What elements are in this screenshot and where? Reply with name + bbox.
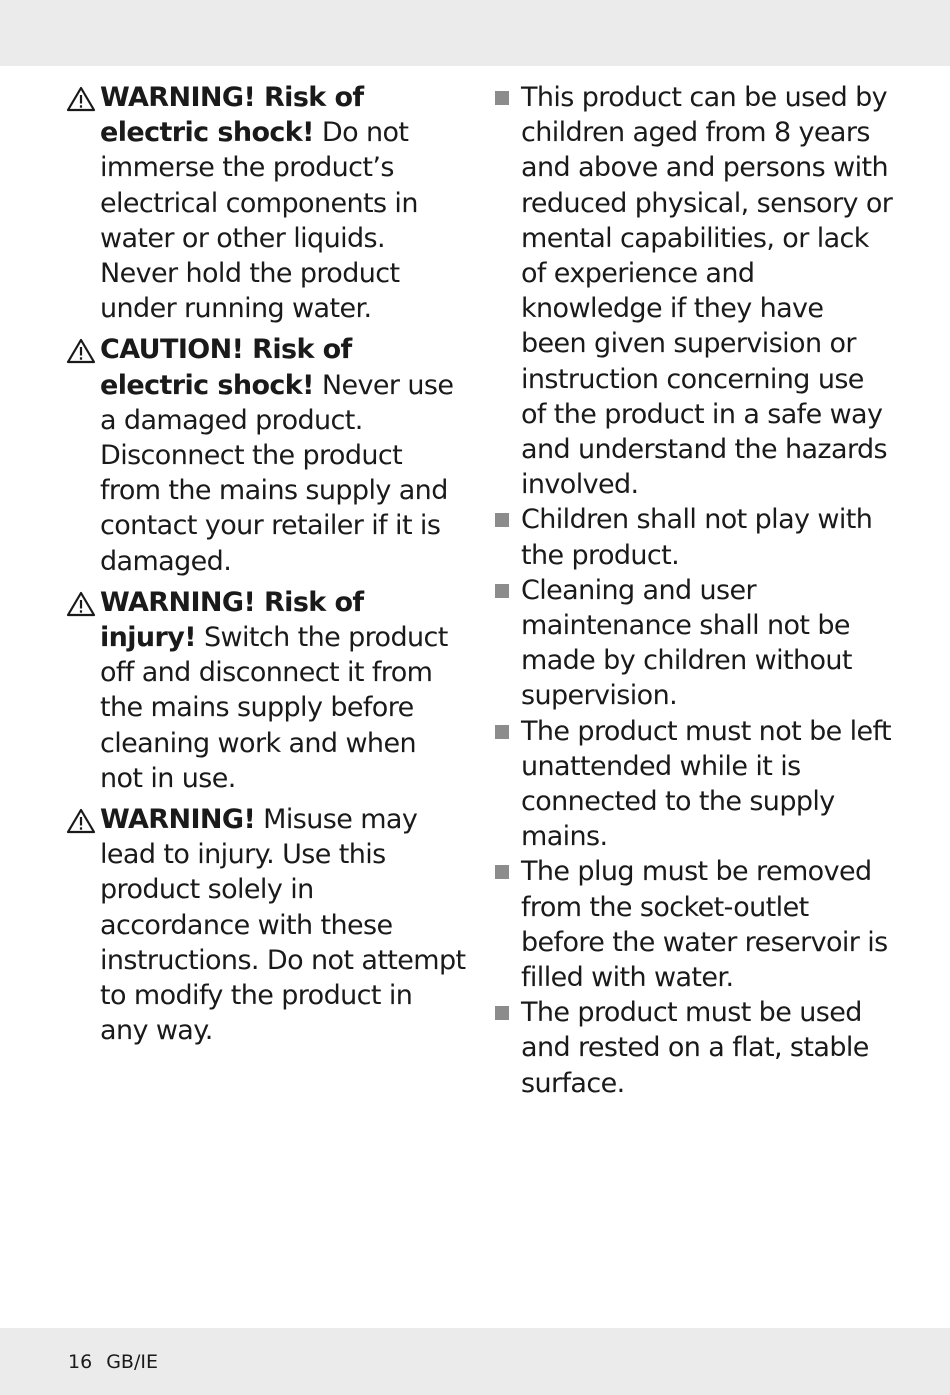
page-number: 16	[68, 1351, 93, 1373]
bullet-children-aged-8	[493, 80, 893, 502]
bullet-text: Children shall not play with the product.	[521, 504, 873, 571]
bullet-square-icon	[495, 513, 509, 527]
bullet-text: The plug must be removed from the socket-outlet before the water reservoir is filled with water.	[521, 856, 888, 994]
bullet-text: This product can be used by children aged from 8 years and above and persons with reduced physical, sensory or mental capabilities, or lack of experience and knowledge if they have been given supervision or instruction concerning use of the product in a safe way and understand the hazards involved.	[521, 82, 893, 501]
bullet-flat-surface	[493, 995, 893, 1101]
warning-triangle-icon	[66, 86, 96, 112]
language-label: GB/IE	[106, 1351, 158, 1373]
warning-text: Misuse may lead to injury. Use this product solely in accordance with these instructions. Do not attempt to modify the product in any way.	[100, 804, 466, 1047]
warning-heading: WARNING!	[100, 804, 256, 836]
warning-heading: WARNING! Risk of injury!	[100, 586, 364, 654]
warning-heading: WARNING! Risk of electric shock!	[100, 82, 364, 149]
bullet-text: The product must not be left unattended while it is connected to the supply mains.	[521, 715, 891, 853]
safety-bullets-column	[493, 80, 893, 1101]
bullet-square-icon	[495, 584, 509, 598]
warning-text: Do not immerse the product’s electrical components in water or other liquids. Never hold the product under running water.	[100, 117, 418, 325]
warning-text: Switch the product off and disconnect it from the mains supply before cleaning work and when not in use.	[100, 622, 448, 794]
warning-electric-shock-immerse	[66, 80, 466, 326]
warning-misuse	[66, 802, 466, 1048]
warning-heading: CAUTION! Risk of electric shock!	[100, 334, 352, 401]
warning-triangle-icon	[66, 338, 96, 364]
bullet-cleaning-maintenance	[493, 573, 893, 714]
caution-electric-shock-damaged	[66, 332, 466, 578]
bullet-not-unattended	[493, 714, 893, 855]
warnings-column	[66, 80, 466, 1054]
warning-injury	[66, 585, 466, 796]
bullet-square-icon	[495, 865, 509, 879]
warning-triangle-icon	[66, 808, 96, 834]
warning-triangle-icon	[66, 591, 96, 617]
header-band	[0, 0, 950, 66]
bullet-text: Cleaning and user maintenance shall not be made by children without supervision.	[521, 574, 852, 712]
bullet-text: The product must be used and rested on a flat, stable surface.	[521, 997, 869, 1099]
warning-text: Never use a damaged product. Disconnect the product from the mains supply and contact your retailer if it is damaged.	[100, 369, 454, 577]
bullet-children-no-play	[493, 502, 893, 572]
bullet-square-icon	[495, 725, 509, 739]
bullet-square-icon	[495, 1006, 509, 1020]
bullet-plug-removed	[493, 854, 893, 995]
bullet-square-icon	[495, 91, 509, 105]
page-footer	[68, 1350, 158, 1374]
